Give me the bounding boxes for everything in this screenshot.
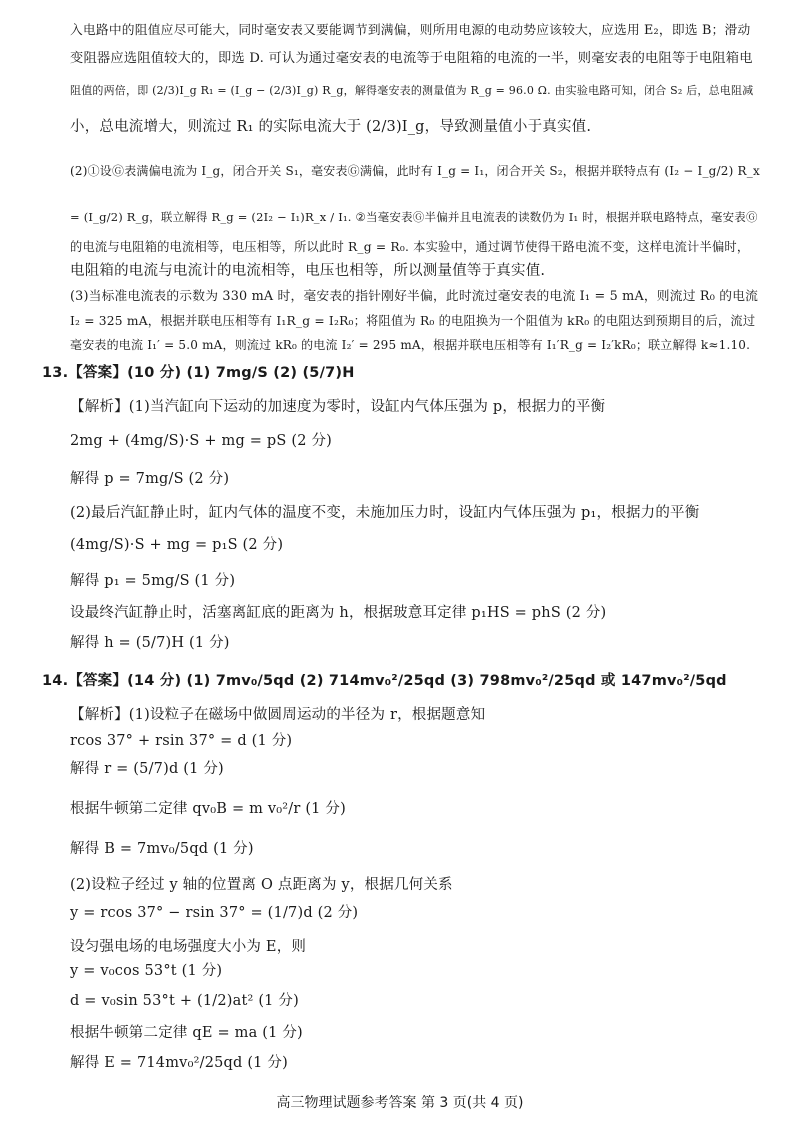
q14-line-8: 设匀强电场的电场强度大小为 E，则 [70,939,307,955]
q12-line-3: 阻值的两倍，即 (2/3)I_g R₁ = (I_g − (2/3)I_g) R_g，解得毫安表的测量值为 R_g = 96.0 Ω. 由实验电路可知，闭合 S₂ 后，总电阻减 [70,84,754,97]
q14-line-10: d = v₀sin 53°t + (1/2)at² (1 分) [70,993,299,1009]
q14-line-6: (2)设粒子经过 y 轴的位置离 O 点距离为 y，根据几何关系 [70,877,453,893]
q13-line-6: 解得 p₁ = 5mg/S (1 分) [70,573,236,589]
q12-line-8: 电阻箱的电流与电流计的电流相等，电压也相等，所以测量值等于真实值. [70,263,546,279]
q12-line-7: 的电流与电阻箱的电流相等，电压相等，所以此时 R_g = R₀. 本实验中，通过调节使得干路电流不变，这样电流计半偏时， [70,240,750,254]
q13-line-2: 2mg + (4mg/S)·S + mg = pS (2 分) [70,433,332,449]
q13-line-3: 解得 p = 7mg/S (2 分) [70,471,230,487]
q12-line-6: = (I_g/2) R_g，联立解得 R_g = (2I₂ − I₁)R_x / I₁. ②当毫安表Ⓖ半偏并且电流表的读数仍为 I₁ 时，根据并联电路特点，毫安表Ⓖ [70,210,758,224]
q14-line-4: 根据牛顿第二定律 qv₀B = m v₀²/r (1 分) [70,801,346,817]
q13-line-5: (4mg/S)·S + mg = p₁S (2 分) [70,537,284,553]
q13-line-4: (2)最后汽缸静止时，缸内气体的温度不变，未施加压力时，设缸内气体压强为 p₁，根据力的平衡 [70,505,700,521]
q14-line-3: 解得 r = (5/7)d (1 分) [70,761,224,777]
q14-line-11: 根据牛顿第二定律 qE = ma (1 分) [70,1025,303,1041]
q14-line-2: rcos 37° + rsin 37° = d (1 分) [70,733,293,749]
q12-line-1: 入电路中的阻值应尽可能大，同时毫安表又要能调节到满偏，则所用电源的电动势应该较大，应选用 E₂，即选 B；滑动 [70,23,751,38]
q12-line-2: 变阻器应选阻值较大的，即选 D. 可认为通过毫安表的电流等于电阻箱的电流的一半，则毫安表的电阻等于电阻箱电 [70,51,753,66]
q12-line-11: 毫安表的电流 I₁′ = 5.0 mA，则流过 kR₀ 的电流 I₂′ = 295 mA，根据并联电压相等有 I₁′R_g = I₂′kR₀；联立解得 k≈1.10. [70,338,751,352]
q13-line-7: 设最终汽缸静止时，活塞离缸底的距离为 h，根据玻意耳定律 p₁HS = phS (2 分) [70,605,607,621]
q12-line-9: (3)当标准电流表的示数为 330 mA 时，毫安表的指针刚好半偏，此时流过毫安表的电流 I₁ = 5 mA，则流过 R₀ 的电流 [70,289,759,304]
q14-line-5: 解得 B = 7mv₀/5qd (1 分) [70,841,254,857]
q12-line-4: 小，总电流增大，则流过 R₁ 的实际电流大于 (2/3)I_g，导致测量值小于真实值. [70,119,592,135]
q14-line-1: 【解析】(1)设粒子在磁场中做圆周运动的半径为 r，根据题意知 [70,707,486,723]
q13-answer: 13.【答案】(10 分) (1) 7mg/S (2) (5/7)H [42,365,355,381]
q13-line-8: 解得 h = (5/7)H (1 分) [70,635,230,651]
q12-line-10: I₂ = 325 mA，根据并联电压相等有 I₁R_g = I₂R₀；将阻值为 R₀ 的电阻换为一个阻值为 kR₀ 的电阻达到预期目的后，流过 [70,314,756,328]
page-footer: 高三物理试题参考答案 第 3 页(共 4 页) [276,1095,524,1111]
q14-answer: 14.【答案】(14 分) (1) 7mv₀/5qd (2) 714mv₀²/25qd (3) 798mv₀²/25qd 或 147mv₀²/5qd [42,673,727,689]
q12-line-5: (2)①设Ⓖ表满偏电流为 I_g，闭合开关 S₁，毫安表Ⓖ满偏，此时有 I_g = I₁，闭合开关 S₂，根据并联特点有 (I₂ − I_g/2) R_x [70,164,760,178]
q13-line-1: 【解析】(1)当汽缸向下运动的加速度为零时，设缸内气体压强为 p，根据力的平衡 [70,399,606,415]
q14-line-12: 解得 E = 714mv₀²/25qd (1 分) [70,1055,288,1071]
q14-line-7: y = rcos 37° − rsin 37° = (1/7)d (2 分) [70,905,359,921]
q14-line-9: y = v₀cos 53°t (1 分) [70,963,223,979]
